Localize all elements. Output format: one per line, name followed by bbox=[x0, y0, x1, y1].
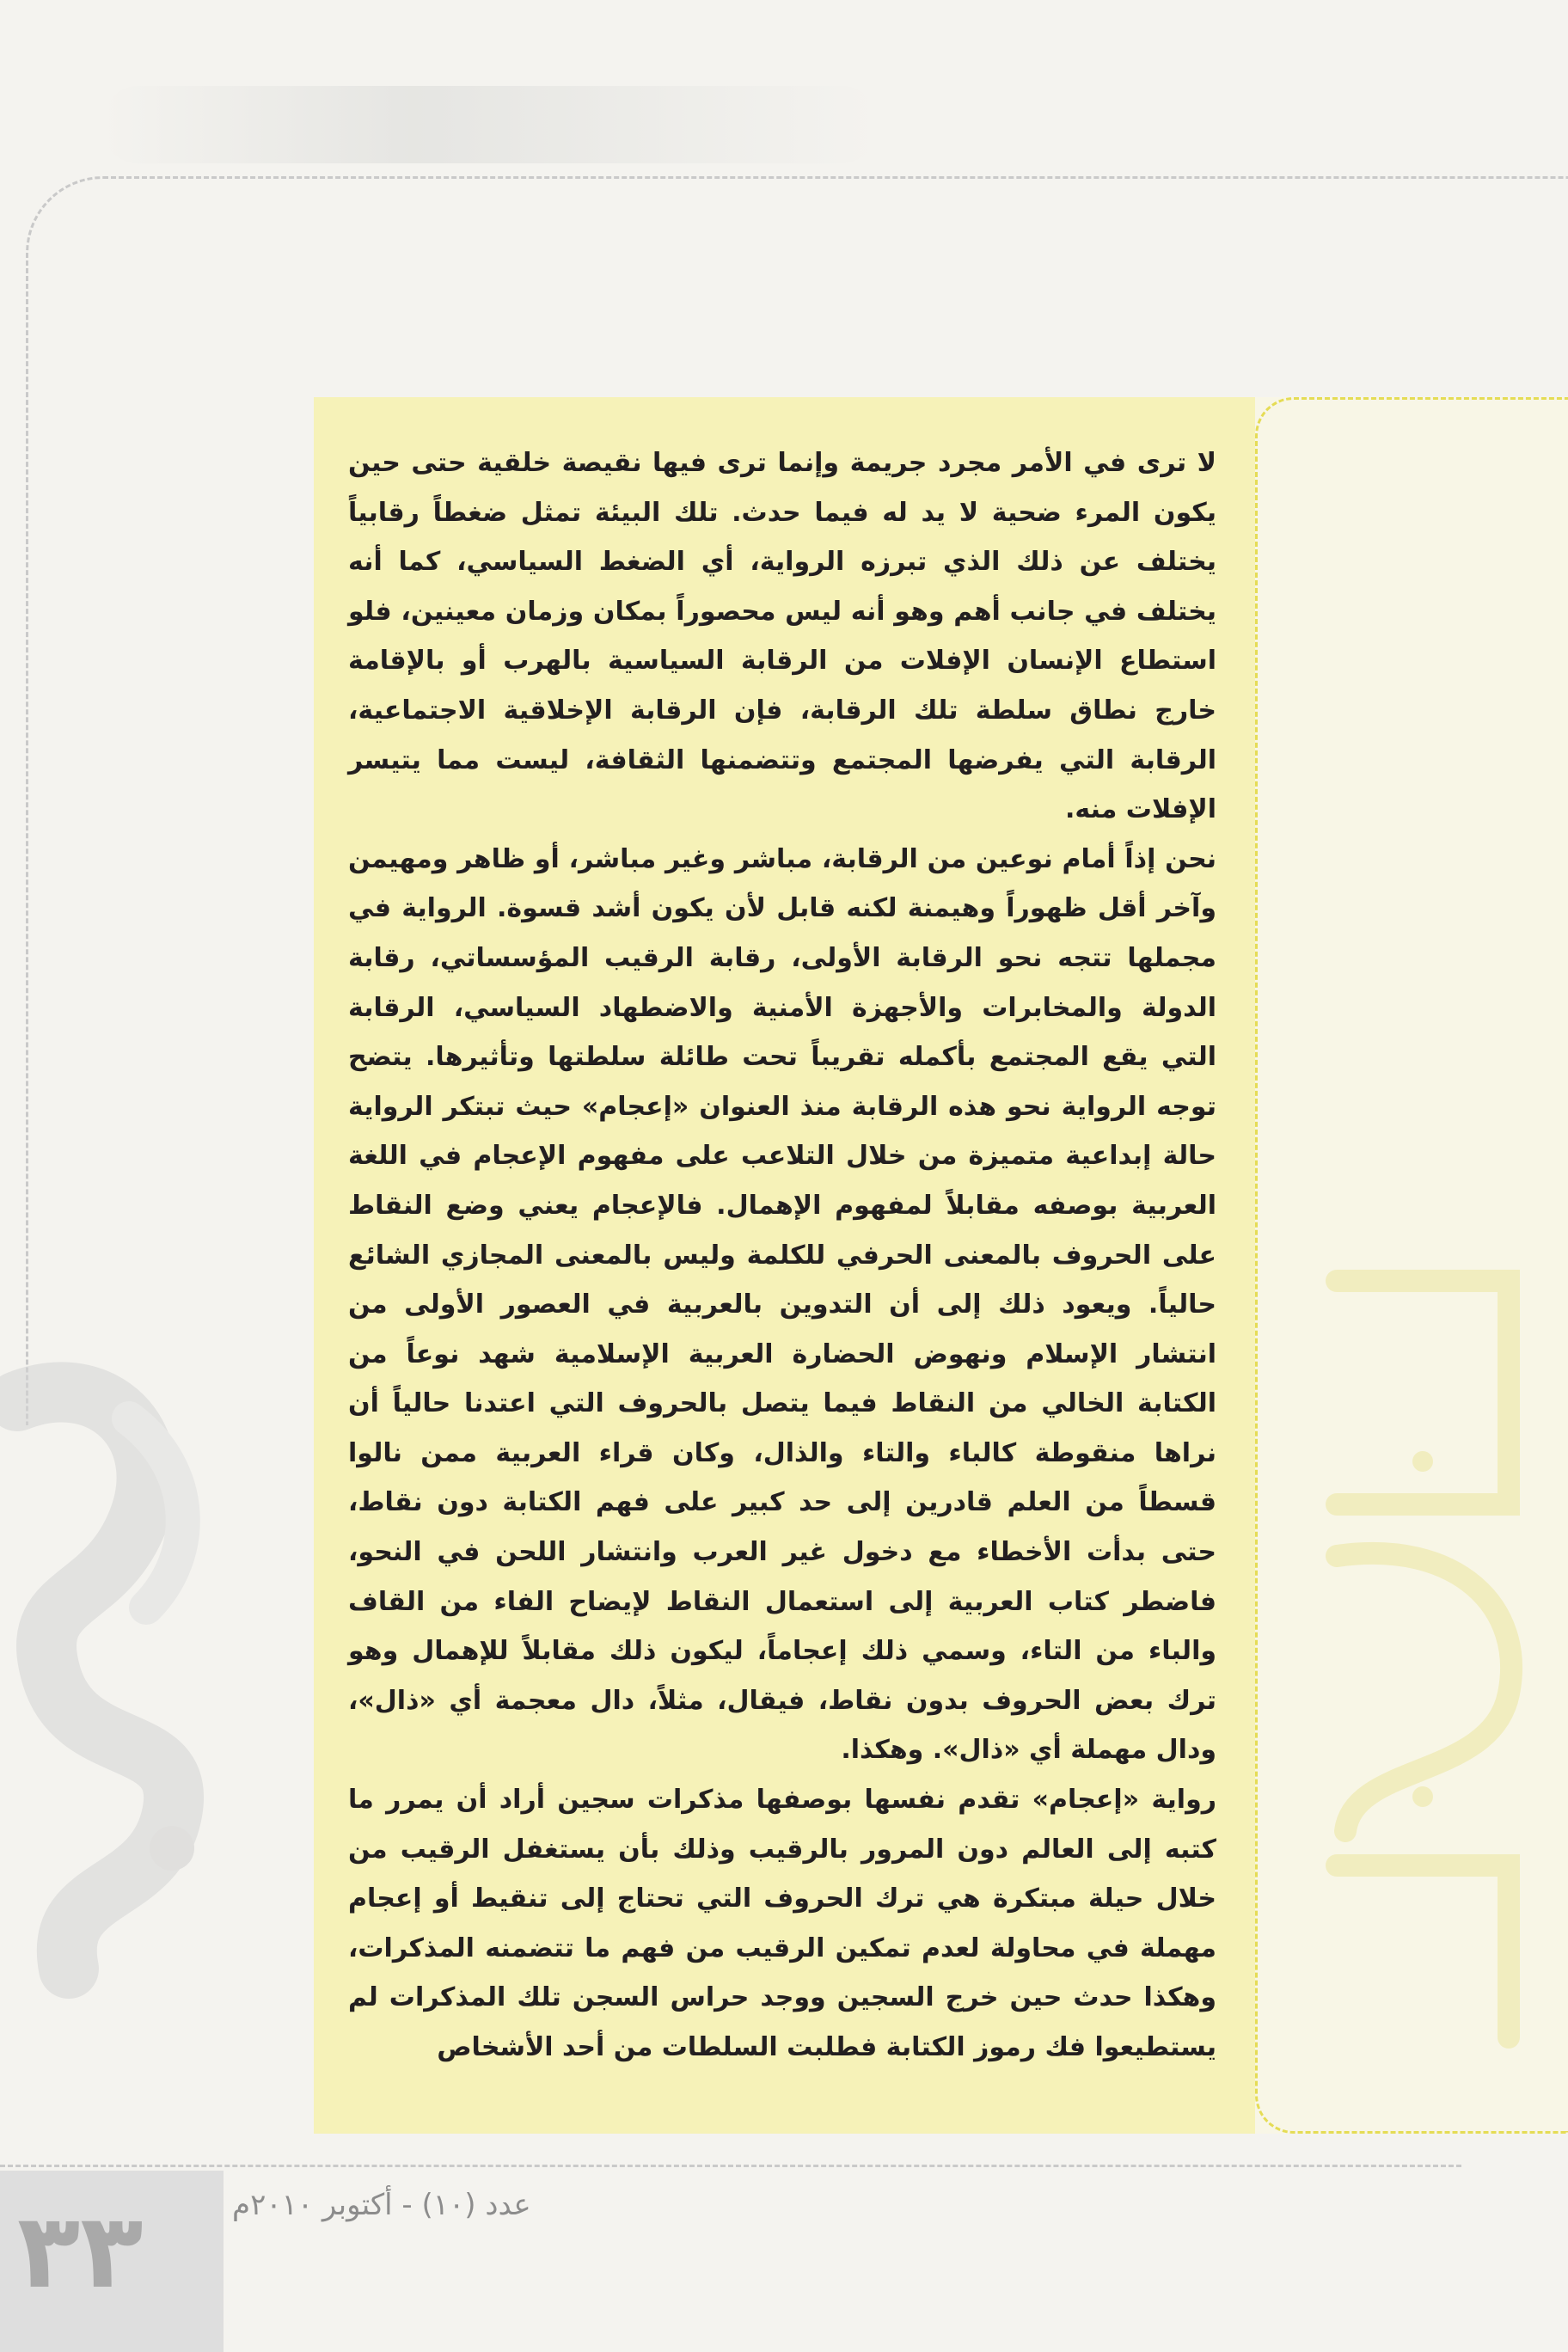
article-paragraph-1: لا ترى في الأمر مجرد جريمة وإنما ترى فيها نقيصة خلقية حتى حين يكون المرء ضحية لا يد له فيما حدث. تلك البيئة تمثل ضغطاً رقابياً يختلف عن ذلك الذي تبرزه الرواية، أي الضغط السياسي، كما أنه يختلف في جانب أهم وهو أنه ليس محصوراً بمكان وزمان معينين، فلو استطاع الإنسان الإفلات من الرقابة السياسية بالهرب أو بالإقامة خارج نطاق سلطة تلك الرقابة، فإن الرقابة الإخلاقية الاجتماعية، الرقابة التي يفرضها المجتمع وتتضمنها الثقافة، ليست مما يتيسر الإفلات منه. bbox=[348, 448, 1216, 825]
issue-info: عدد (١٠) - أكتوبر ٢٠١٠م bbox=[232, 2188, 531, 2222]
article-body bbox=[348, 438, 1216, 2073]
footer-divider bbox=[0, 2165, 1461, 2167]
page-number: ٣٣ bbox=[17, 2192, 144, 2312]
faint-header-decoration bbox=[103, 86, 877, 163]
article-paragraph-3: رواية «إعجام» تقدم نفسها بوصفها مذكرات سجين أراد أن يمرر ما كتبه إلى العالم دون المرور بالرقيب وذلك بأن يستغفل الرقيب من خلال حيلة مبتكرة هي ترك الحروف التي تحتاج إلى تنقيط أو إعجام مهملة في محاولة لعدم تمكين الرقيب من فهم ما تتضمنه المذكرات، وهكذا حدث حين خرج السجين ووجد حراس السجن تلك المذكرات لم يستطيعوا فك رموز الكتابة فطلبت السلطات من أحد الأشخاص bbox=[348, 1785, 1216, 2062]
side-calligraphy-decoration bbox=[1285, 1246, 1560, 2063]
left-calligraphy-decoration bbox=[0, 1332, 224, 2020]
article-paragraph-2: نحن إذاً أمام نوعين من الرقابة، مباشر وغير مباشر، أو ظاهر ومهيمن وآخر أقل ظهوراً وهيمنة لكنه قابل لأن يكون أشد قسوة. الرواية في مجملها تتجه نحو الرقابة الأولى، رقابة الرقيب المؤسساتي، رقابة الدولة والمخابرات والأجهزة الأمنية والاضطهاد السياسي، الرقابة التي يقع المجتمع بأكمله تقريباً تحت طائلة سلطتها وتأثيرها. يتضح توجه الرواية نحو هذه الرقابة منذ العنوان «إعجام» حيث تبتكر الرواية حالة إبداعية متميزة من خلال التلاعب على مفهوم الإعجام في اللغة العربية بوصفه مقابلاً لمفهوم الإهمال. فالإعجام يعني وضع النقاط على الحروف بالمعنى الحرفي للكلمة وليس بالمعنى المجازي الشائع حالياً. ويعود ذلك إلى أن التدوين بالعربية في العصور الأولى من انتشار الإسلام ونهوض الحضارة العربية الإسلامية شهد نوعاً من الكتابة الخالي من النقاط فيما يتصل بالحروف التي اعتدنا حالياً أن نراها منقوطة كالباء والتاء والذال، وكان قراء العربية ممن نالوا قسطاً من العلم قادرين إلى حد كبير على فهم الكتابة دون نقاط، حتى بدأت الأخطاء مع دخول غير العرب وانتشار اللحن في النحو، فاضطر كتاب العربية إلى استعمال النقاط لإيضاح الفاء من القاف والباء من التاء، وسمي ذلك إعجاماً، ليكون ذلك مقابلاً للإهمال وهو ترك بعض الحروف بدون نقاط، فيقال، مثلاً، دال معجمة أي «ذال»، ودال مهملة أي «ذال». وهكذا. bbox=[348, 843, 1216, 1766]
